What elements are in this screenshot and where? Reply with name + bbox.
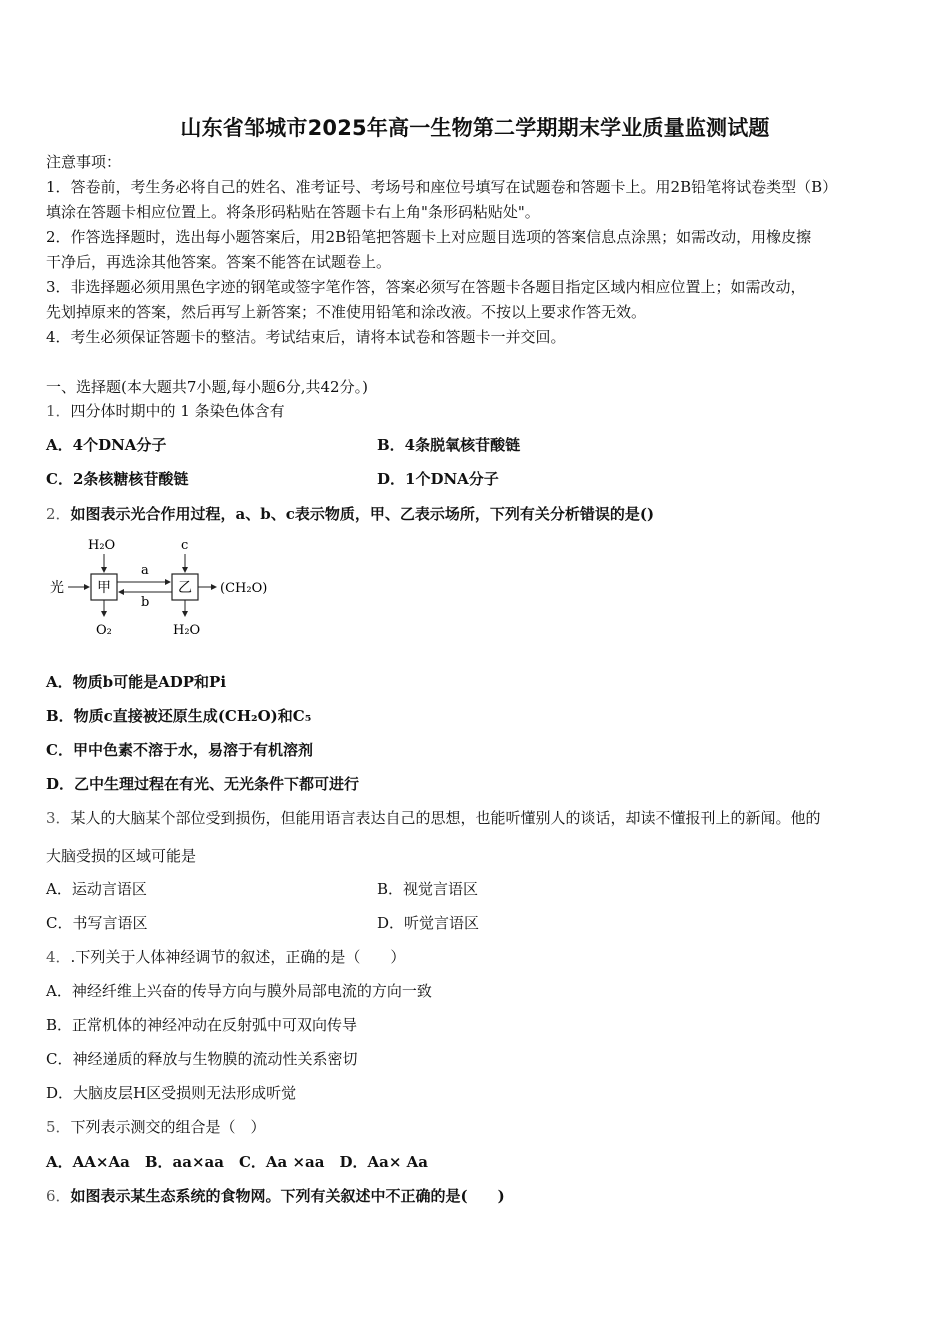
question-5-stem [46, 1117, 266, 1137]
question-1-stem [46, 401, 285, 421]
page-title: 山东省邹城市2025年高一生物第二学期期末学业质量监测试题 [180, 116, 770, 140]
c-label: c [181, 538, 189, 553]
notice-heading: 注意事项： [46, 153, 122, 171]
q3-option-c: C．书写言语区 [46, 914, 148, 932]
o2-label: O₂ [96, 623, 112, 638]
question-text: 如图表示某生态系统的食物网。下列有关叙述中不正确的是( ) [70, 1187, 505, 1205]
notice-line: 2．作答选择题时，选出每小题答案后，用2B铅笔把答题卡上对应题目选项的答案信息点涂黑；如需改动，用橡皮擦 [46, 228, 812, 246]
q4-option-c: C．神经递质的释放与生物膜的流动性关系密切 [46, 1050, 358, 1068]
q3-option-a: A．运动言语区 [46, 880, 147, 898]
a-label: a [141, 563, 149, 578]
q1-option-d: D．1个DNA分子 [377, 470, 499, 488]
question-number: 2． [46, 505, 71, 523]
q1-option-a: A．4个DNA分子 [46, 436, 167, 454]
b-label: b [141, 595, 150, 610]
h2o-in-label: H₂O [88, 538, 116, 553]
notice-line: 3．非选择题必须用黑色字迹的钢笔或签字笔作答，答案必须写在答题卡各题目指定区域内相应位置上；如需改动， [46, 278, 806, 296]
question-number: 3． [46, 809, 71, 827]
h2o-out-label: H₂O [173, 623, 201, 638]
question-number: 1． [46, 402, 71, 420]
light-label: 光 [50, 580, 64, 596]
question-text: 如图表示光合作用过程，a、b、c表示物质，甲、乙表示场所，下列有关分析错误的是() [70, 505, 655, 523]
question-text: .下列关于人体神经调节的叙述，正确的是（ ） [70, 948, 406, 966]
question-2-stem [46, 504, 654, 524]
notice-line: 干净后，再选涂其他答案。答案不能答在试题卷上。 [46, 253, 392, 271]
question-text: 四分体时期中的 1 条染色体含有 [70, 402, 285, 420]
question-number: 4． [46, 948, 71, 966]
q4-option-a: A．神经纤维上兴奋的传导方向与膜外局部电流的方向一致 [46, 982, 432, 1000]
question-text: 某人的大脑某个部位受到损伤，但能用语言表达自己的思想，也能听懂别人的谈话，却读不懂报刊上的新闻。他的 [70, 809, 821, 827]
q5-options: A．AA×Aa B．aa×aa C．Aa ×aa D．Aa× Aa [46, 1153, 429, 1171]
q1-option-b: B．4条脱氧核苷酸链 [377, 436, 521, 454]
q2-option-a: A．物质b可能是ADP和Pi [46, 673, 227, 691]
section-heading: 一、选择题(本大题共7小题,每小题6分,共42分。) [46, 378, 368, 396]
question-6-stem [46, 1186, 505, 1206]
q3-option-b: B．视觉言语区 [377, 880, 479, 898]
jia-label: 甲 [97, 580, 111, 596]
ch2o-label: (CH₂O) [220, 581, 268, 596]
question-3-stem-cont: 大脑受损的区域可能是 [46, 847, 197, 865]
question-text: 下列表示测交的组合是（ ） [70, 1118, 266, 1136]
q2-option-d: D．乙中生理过程在有光、无光条件下都可进行 [46, 775, 360, 793]
question-4-stem [46, 947, 405, 967]
q2-option-b: B．物质c直接被还原生成(CH₂O)和C₅ [46, 707, 312, 725]
notice-line: 4．考生必须保证答题卡的整洁。考试结束后，请将本试卷和答题卡一并交回。 [46, 328, 566, 346]
q2-option-c: C．甲中色素不溶于水，易溶于有机溶剂 [46, 741, 313, 759]
q4-option-d: D．大脑皮层H区受损则无法形成听觉 [46, 1084, 297, 1102]
notice-line: 填涂在答题卡相应位置上。将条形码粘贴在答题卡右上角"条形码粘贴处"。 [46, 203, 540, 221]
question-number: 5． [46, 1118, 71, 1136]
q4-option-b: B．正常机体的神经冲动在反射弧中可双向传导 [46, 1016, 358, 1034]
notice-line: 先划掉原来的答案，然后再写上新答案；不准使用铅笔和涂改液。不按以上要求作答无效。 [46, 303, 647, 321]
question-number: 6． [46, 1187, 71, 1205]
notice-line: 1．答卷前，考生务必将自己的姓名、准考证号、考场号和座位号填写在试题卷和答题卡上。用2B铅笔将试卷类型（B） [46, 178, 838, 196]
photosynthesis-diagram [40, 530, 300, 642]
q1-option-c: C．2条核糖核苷酸链 [46, 470, 189, 488]
q3-option-d: D．听觉言语区 [377, 914, 480, 932]
question-3-stem [46, 808, 821, 828]
yi-label: 乙 [178, 580, 192, 596]
